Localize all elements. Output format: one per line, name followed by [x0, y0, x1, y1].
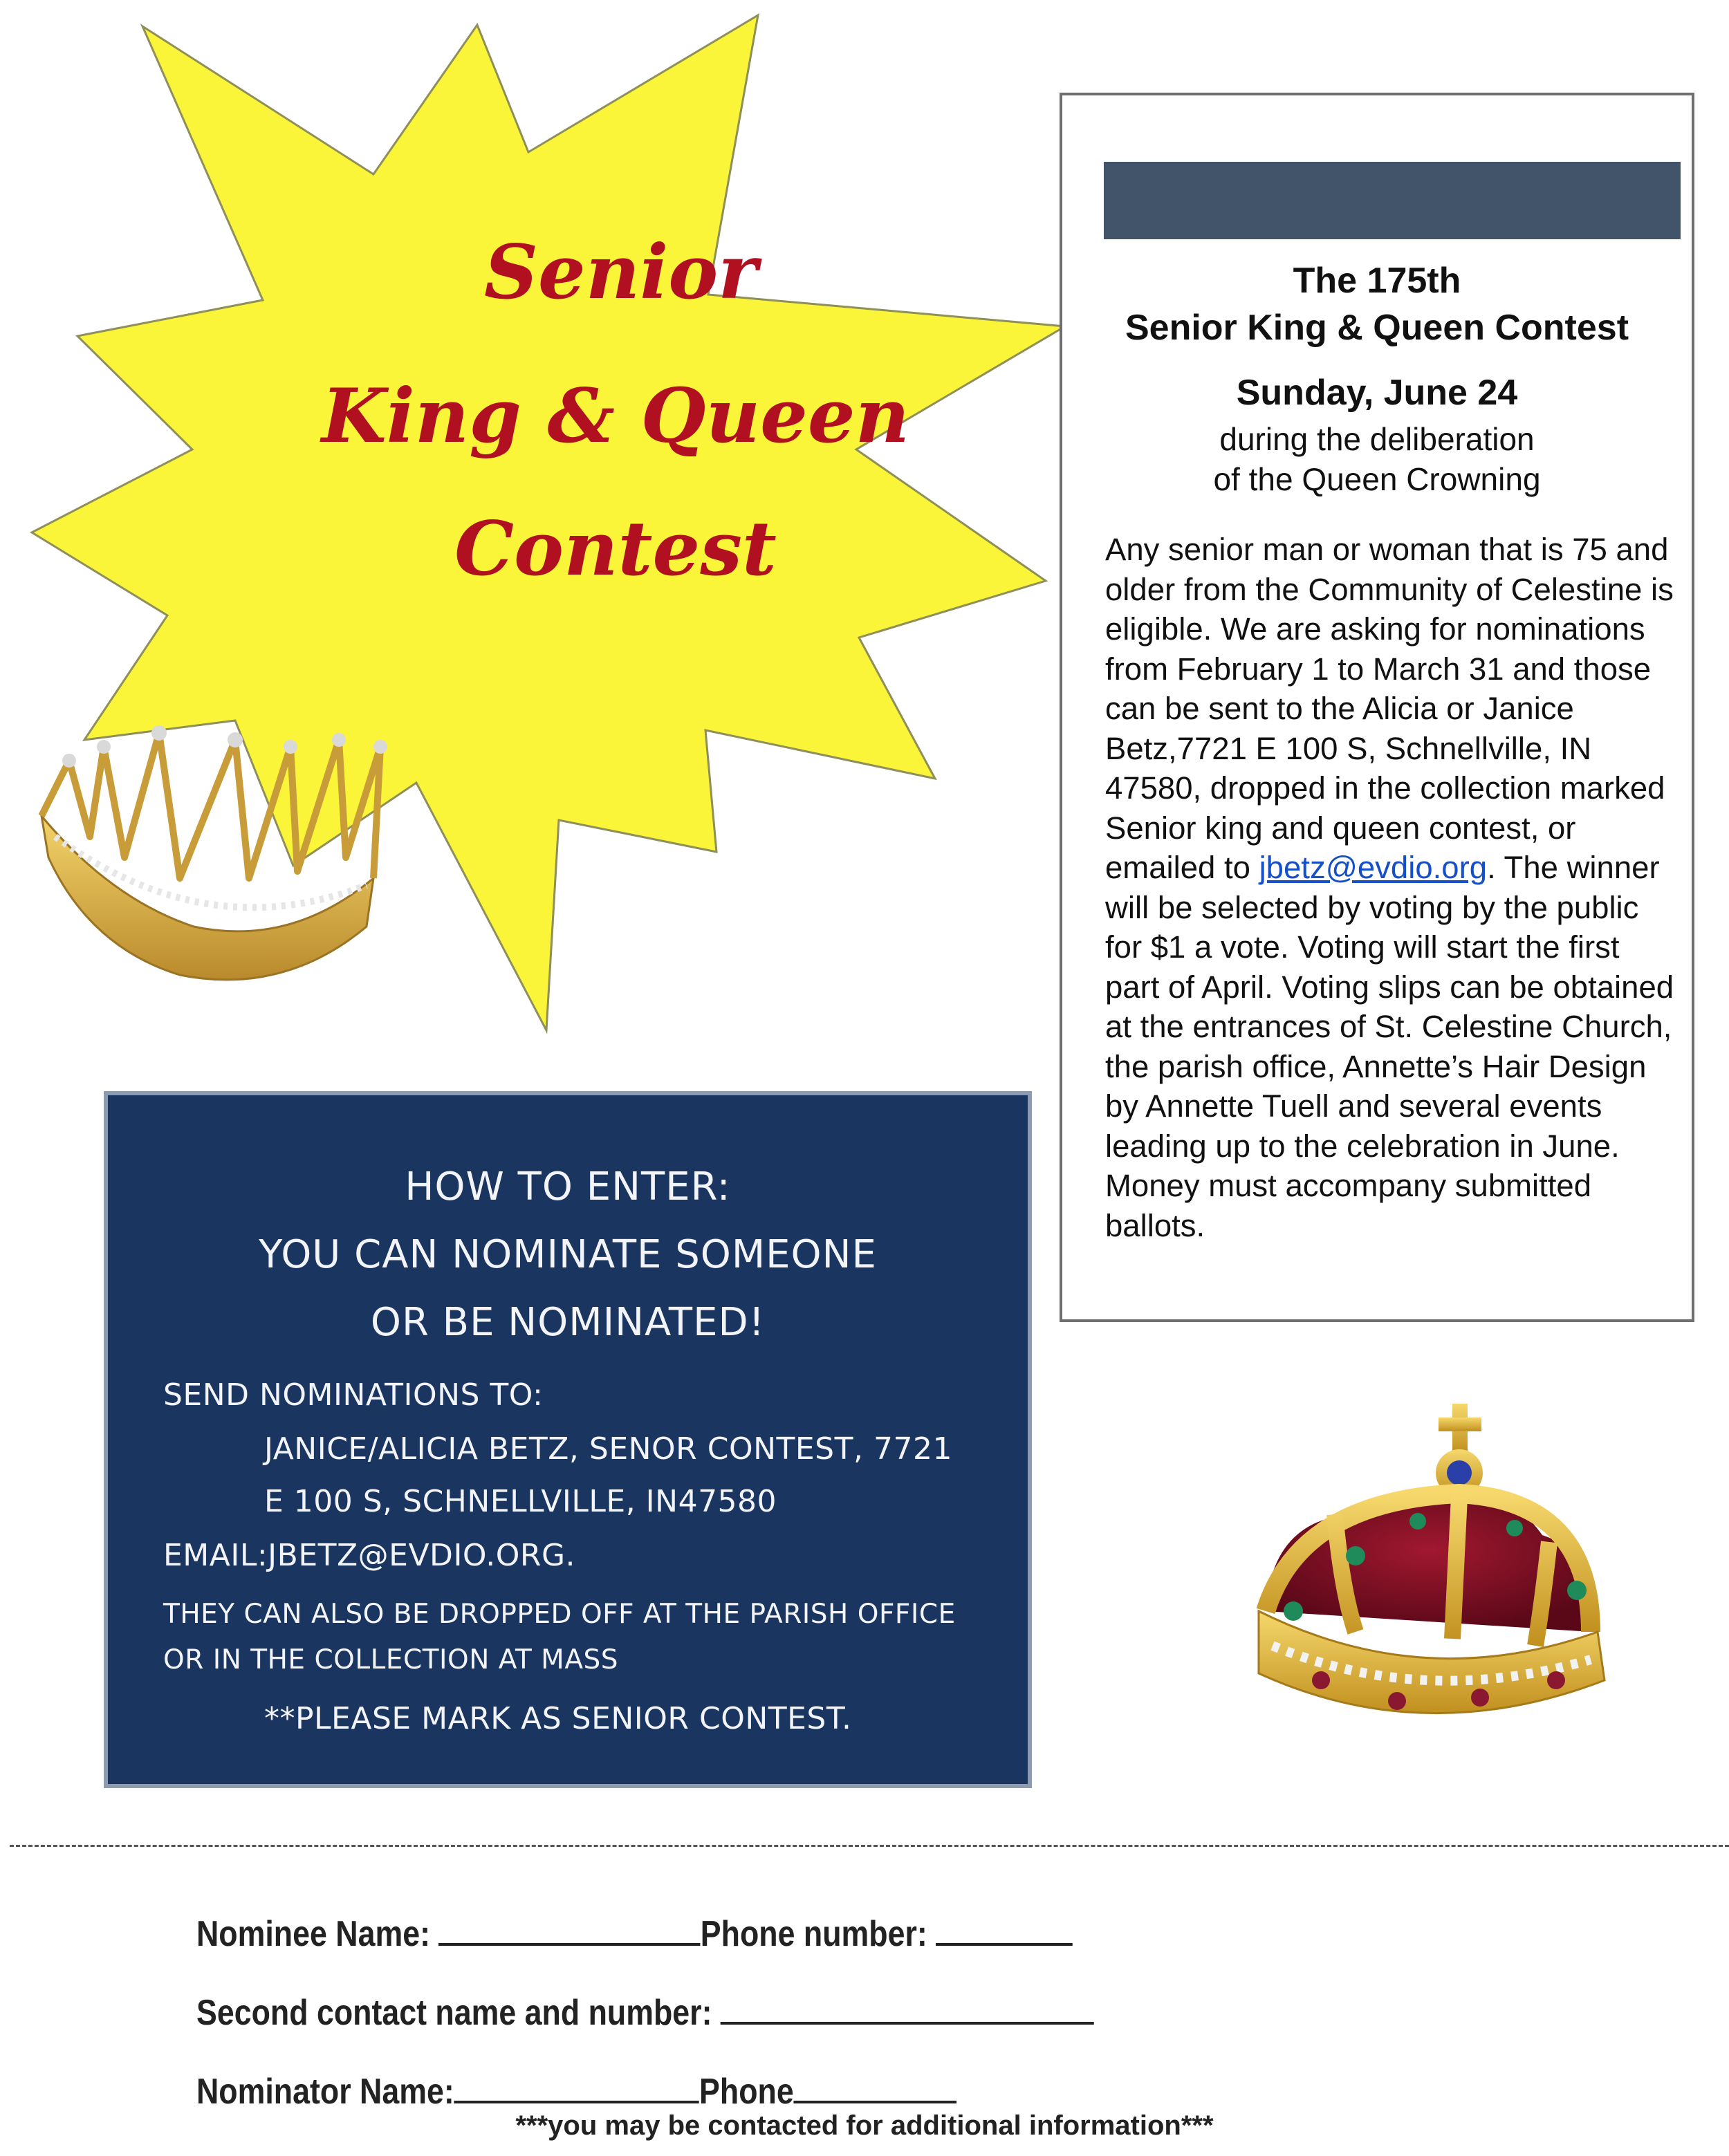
enter-line2: YOU CAN NOMINATE SOMEONE: [259, 1232, 877, 1277]
nominator-row: [196, 2067, 956, 2112]
email-link[interactable]: jbetz@evdio.org: [1259, 850, 1488, 885]
info-heading-line1: The 175th: [1293, 261, 1461, 301]
info-body-part2: . The winner will be selected by voting by the public for $1 a vote. Voting will start the first part of April. Voting slips can be obtained at the entrances of St. Celestine Church, the parish office, Annette’s Hair Design by Annette Tuell and several events leading up to the celebration in June. Money must accompany submitted ballots.: [1105, 850, 1674, 1243]
nominator-phone-label: Phone: [699, 2072, 794, 2112]
burst-title-line2: King & Queen: [321, 373, 910, 460]
drop-off-line2: OR IN THE COLLECTION AT MASS: [163, 1644, 619, 1675]
info-heading-line2: Senior King & Queen Contest: [1125, 308, 1629, 348]
how-to-enter-box: [104, 1091, 1032, 1788]
enter-line3: OR BE NOMINATED!: [370, 1300, 766, 1345]
contest-info-box: [1060, 93, 1694, 1322]
burst-title-line3: Contest: [454, 505, 777, 593]
nominator-name-field[interactable]: [454, 2067, 699, 2103]
address-line1: JANICE/ALICIA BETZ, SENOR CONTEST, 7721: [264, 1431, 952, 1467]
mark-note: **PLEASE MARK AS SENIOR CONTEST.: [264, 1701, 852, 1736]
enter-email: EMAIL:JBETZ@EVDIO.ORG.: [163, 1538, 576, 1573]
info-body-part1: Any senior man or woman that is 75 and older from the Community of Celestine is eligible. We are asking for nominations from February 1 to March 31 and those can be sent to the Alicia or Janice Betz,7721 E 100 S, Schnellville, IN 47580, dropped in the collection marked Senior king and queen contest, or emailed to: [1105, 532, 1674, 885]
info-subtitle-line2: of the Queen Crowning: [1213, 461, 1541, 497]
send-nominations-label: SEND NOMINATIONS TO:: [163, 1377, 544, 1413]
contest-date: Sunday, June 24: [1236, 373, 1518, 413]
enter-title: HOW TO ENTER:: [405, 1164, 731, 1209]
crown-image: [1217, 1383, 1646, 1770]
nominee-phone-field[interactable]: [936, 1910, 1073, 1946]
info-body-text: [1105, 530, 1679, 1245]
dashed-cut-line: [10, 1845, 1729, 1847]
tiara-image: [28, 719, 401, 1010]
nominator-label: Nominator Name:: [196, 2072, 454, 2112]
second-contact-field[interactable]: [721, 1989, 1094, 2025]
nominator-phone-field[interactable]: [794, 2067, 957, 2103]
nominee-phone-label: Phone number:: [700, 1914, 927, 1954]
nominee-name-field[interactable]: [438, 1910, 700, 1946]
info-header-bar: [1104, 162, 1681, 239]
second-contact-label: Second contact name and number:: [196, 1993, 712, 2033]
nominee-row: [196, 1910, 1073, 1955]
burst-title-line1: Senior: [484, 229, 758, 316]
address-line2: E 100 S, SCHNELLVILLE, IN47580: [264, 1484, 777, 1519]
contact-footnote: ***you may be contacted for additional information***: [515, 2110, 1214, 2141]
nominee-label: Nominee Name:: [196, 1914, 430, 1954]
drop-off-line1: THEY CAN ALSO BE DROPPED OFF AT THE PARISH OFFICE: [163, 1599, 956, 1630]
info-subtitle-line1: during the deliberation: [1219, 421, 1535, 457]
second-contact-row: [196, 1989, 1094, 2034]
